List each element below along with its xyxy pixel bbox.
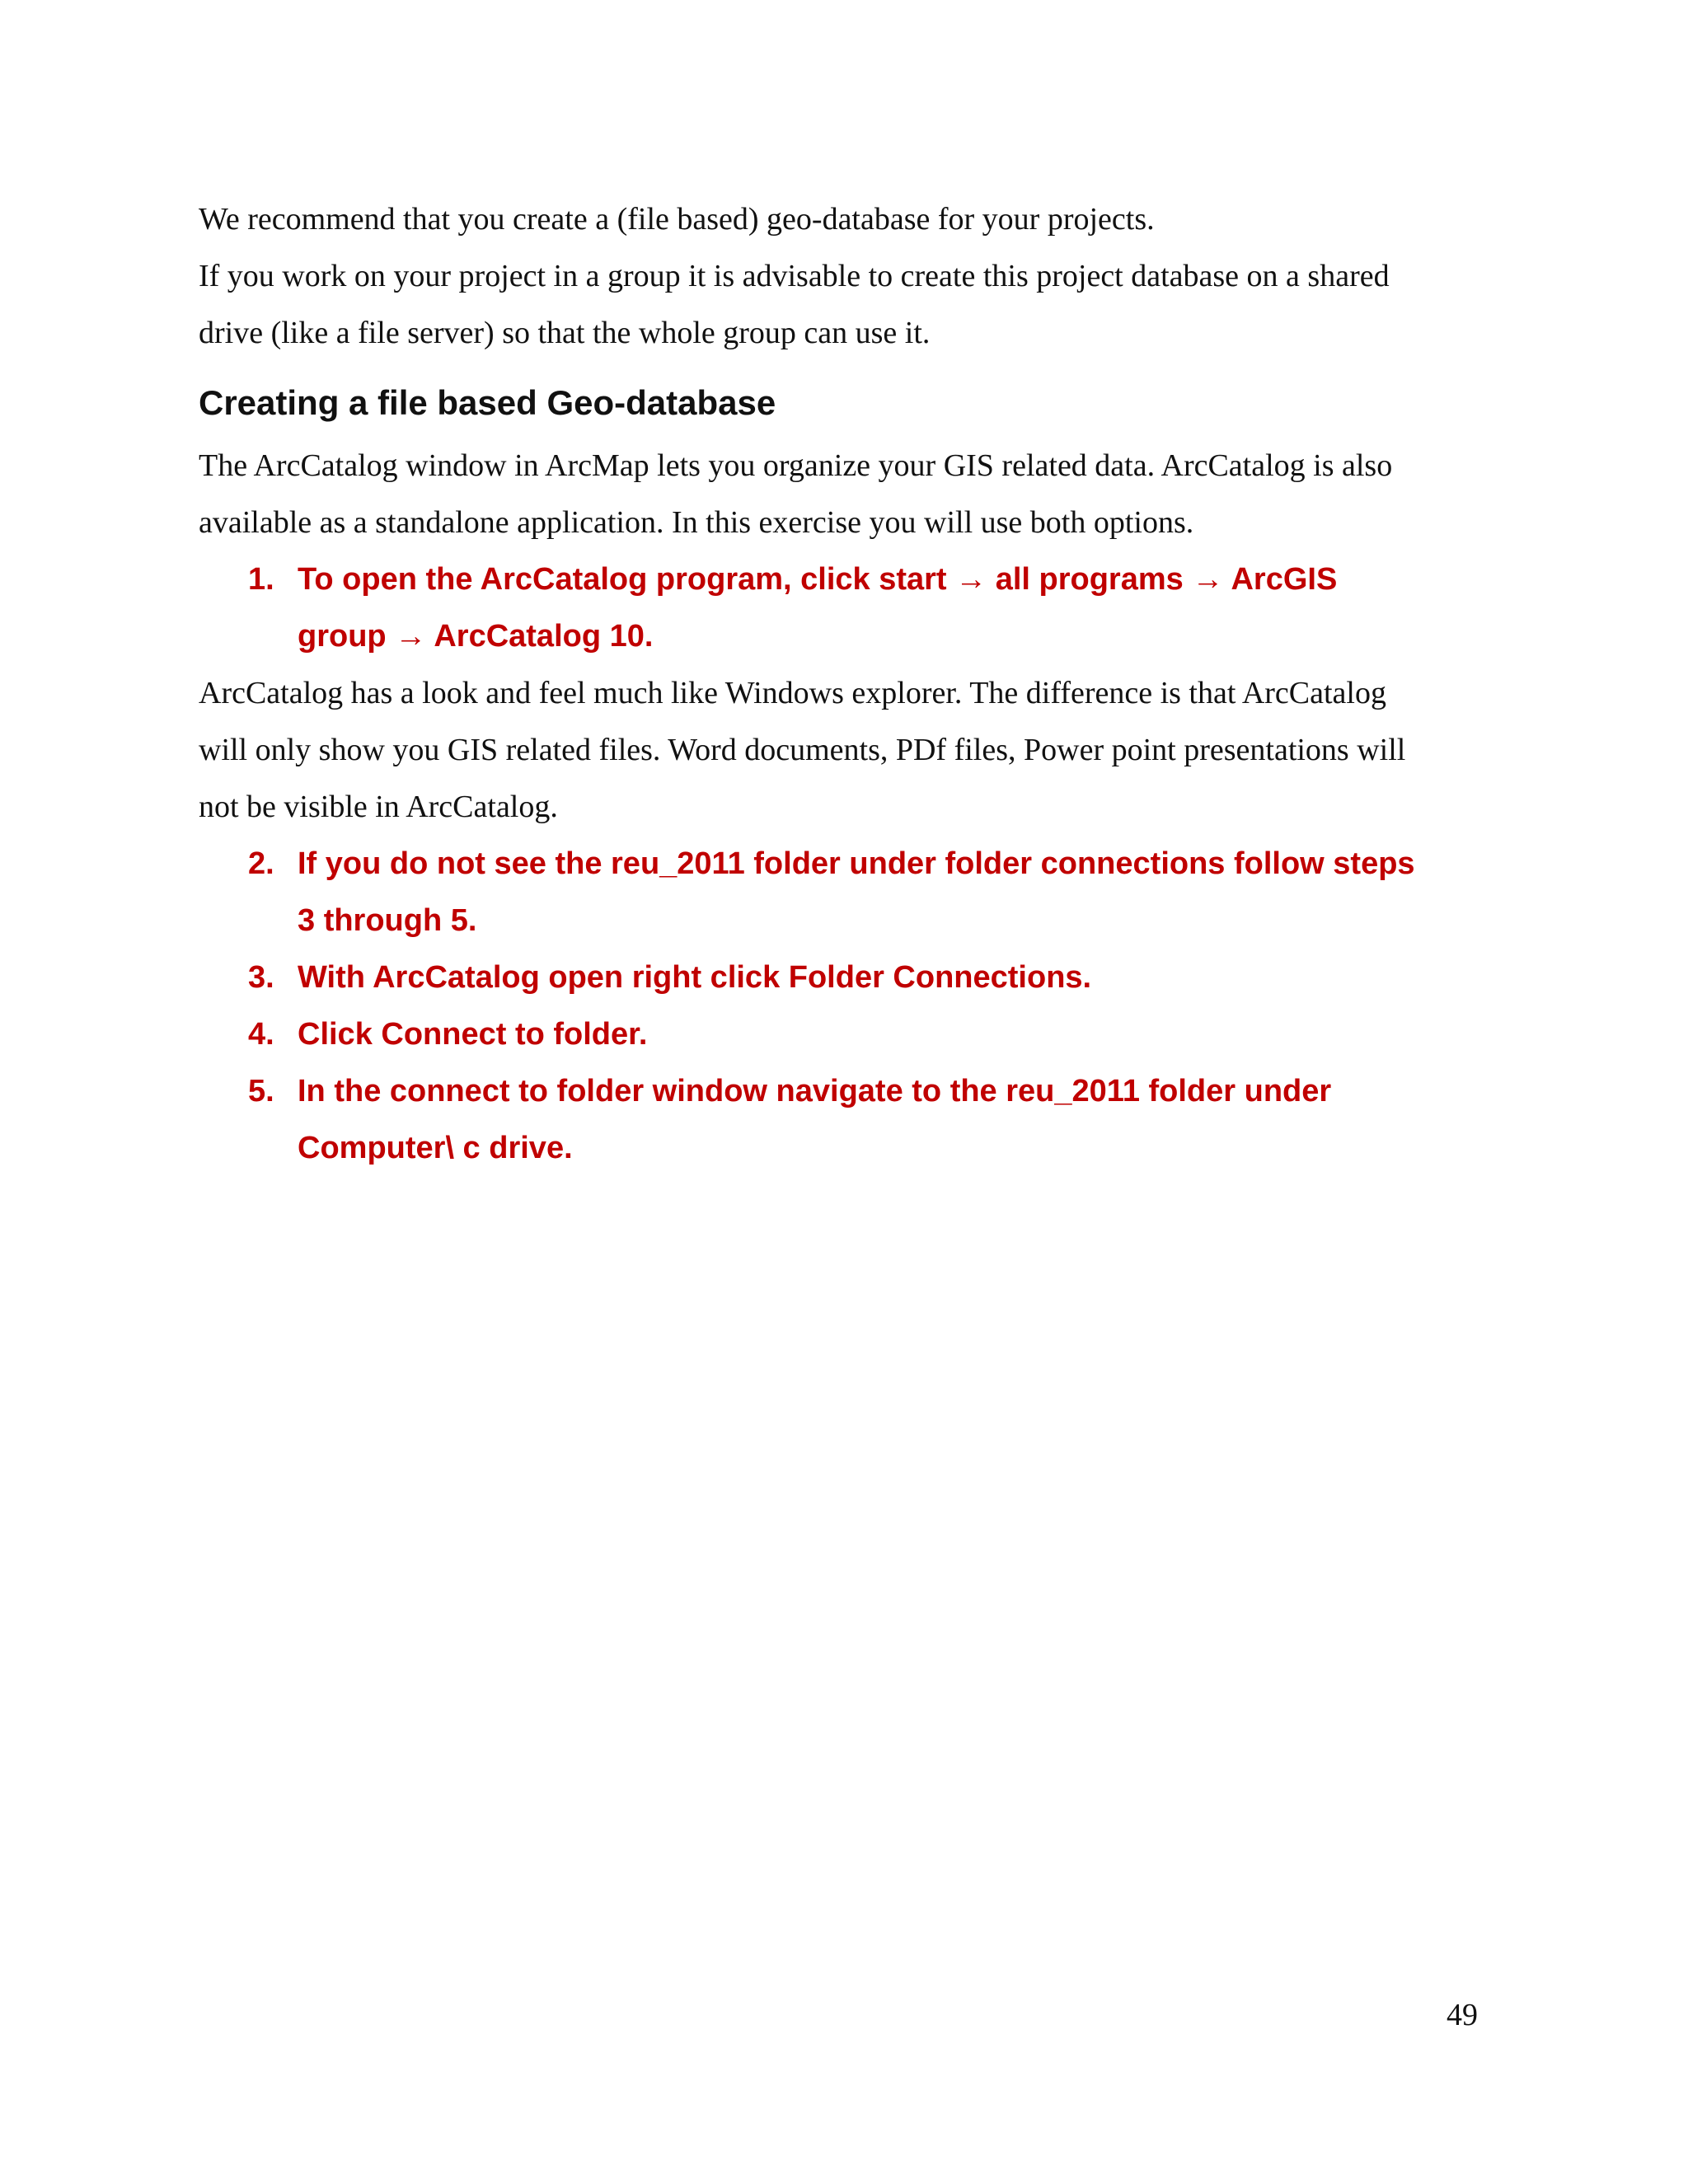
step-text-line-1: Click Connect to folder. [298, 1017, 648, 1052]
step-number: 5. [248, 1074, 274, 1108]
step-text-line-1: With ArcCatalog open right click Folder Connections. [298, 960, 1092, 995]
step-text-line-1: If you do not see the reu_2011 folder under folder connections follow steps [298, 846, 1415, 881]
step-number: 4. [248, 1017, 274, 1052]
intro-line-3: drive (like a file server) so that the whole group can use it. [199, 316, 931, 350]
step-text-line-2: Computer\ c drive. [298, 1131, 573, 1165]
para2-line-3: not be visible in ArcCatalog. [199, 790, 558, 824]
step-text-line-1: In the connect to folder window navigate to the reu_2011 folder under [298, 1074, 1332, 1108]
page-content [199, 191, 1501, 1177]
step-text-line-2: group → ArcCatalog 10. [298, 619, 654, 654]
step-2 [199, 836, 1501, 949]
step-text-line-1: To open the ArcCatalog program, click start → all programs → ArcGIS [298, 562, 1338, 597]
section-heading: Creating a file based Geo-database [199, 383, 776, 422]
step-number: 1. [248, 562, 274, 597]
intro-line-2: If you work on your project in a group it is advisable to create this project database on a shared [199, 259, 1390, 293]
step-1 [199, 551, 1501, 665]
para1-line-2: available as a standalone application. In this exercise you will use both options. [199, 505, 1194, 540]
para2-line-1: ArcCatalog has a look and feel much like Windows explorer. The difference is that ArcCatalog [199, 676, 1386, 710]
page-number: 49 [1447, 1998, 1478, 2032]
intro-line-1: We recommend that you create a (file based) geo-database for your projects. [199, 202, 1155, 237]
step-4 [199, 1006, 1501, 1063]
step-3 [199, 949, 1501, 1006]
para1-line-1: The ArcCatalog window in ArcMap lets you organize your GIS related data. ArcCatalog is also [199, 448, 1393, 483]
step-number: 3. [248, 960, 274, 995]
para2-line-2: will only show you GIS related files. Word documents, PDf files, Power point presentations will [199, 733, 1406, 767]
step-5 [199, 1063, 1501, 1177]
step-text-line-2: 3 through 5. [298, 903, 477, 938]
step-number: 2. [248, 846, 274, 881]
